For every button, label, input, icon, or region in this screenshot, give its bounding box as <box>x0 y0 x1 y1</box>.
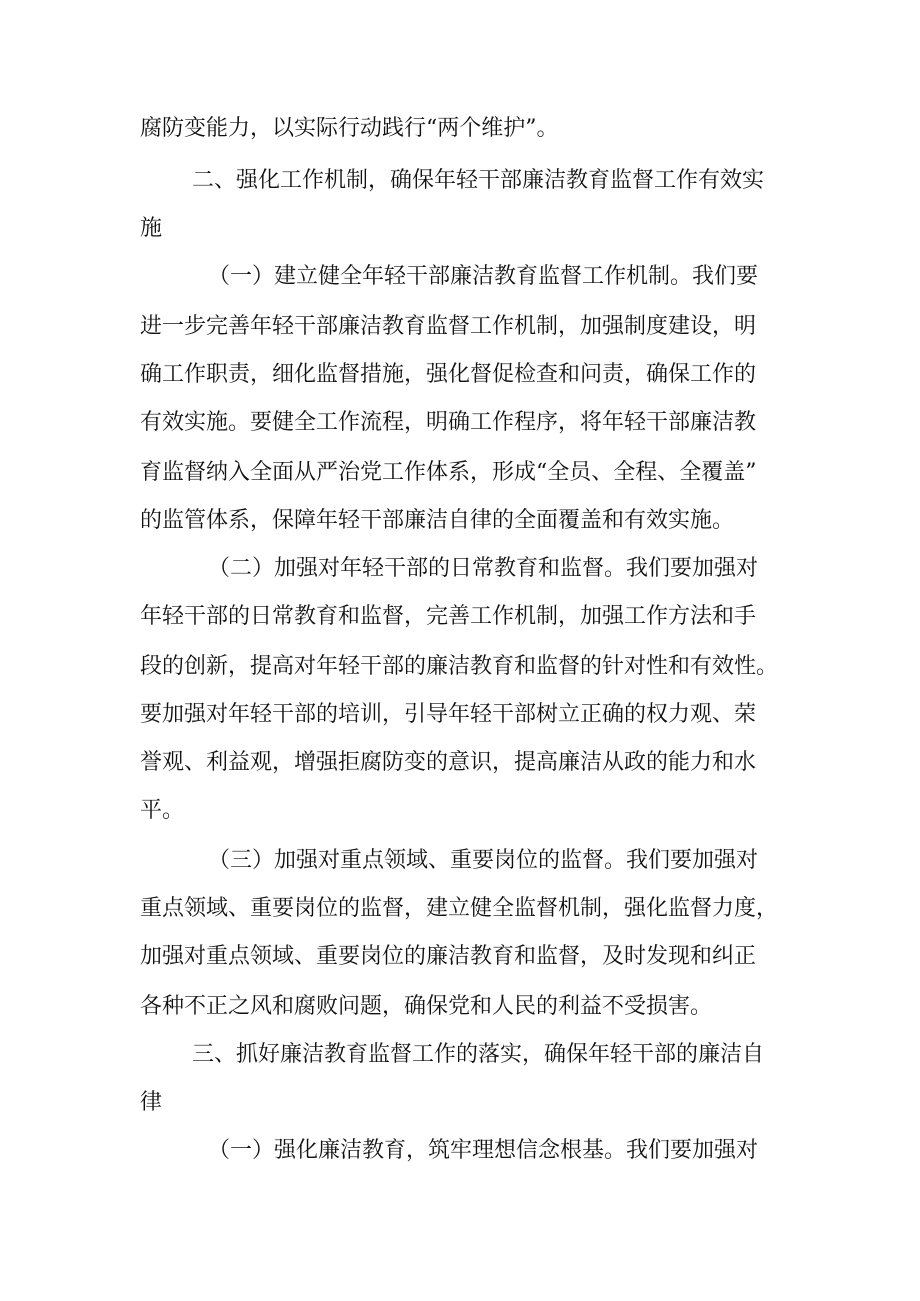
paragraph-line: 有效实施。要健全工作流程，明确工作程序，将年轻干部廉洁教 <box>140 410 757 435</box>
paragraph-line: 进一步完善年轻干部廉洁教育监督工作机制，加强制度建设，明 <box>140 314 757 339</box>
paragraph-line: 段的创新，提高对年轻干部的廉洁教育和监督的针对性和有效性。 <box>140 654 779 679</box>
paragraph-line: （二）加强对年轻干部的日常教育和监督。我们要加强对 <box>208 556 759 581</box>
section-heading-line: 律 <box>140 1090 163 1115</box>
paragraph-line: 育监督纳入全面从严治党工作体系，形成“全员、全程、全覆盖” <box>140 460 757 485</box>
section-heading-line: 施 <box>140 216 163 241</box>
paragraph-line: 誉观、利益观，增强拒腐防变的意识，提高廉洁从政的能力和水 <box>140 750 757 775</box>
paragraph-line: （一）强化廉洁教育，筑牢理想信念根基。我们要加强对 <box>208 1138 759 1163</box>
paragraph-line: （三）加强对重点领域、重要岗位的监督。我们要加强对 <box>208 848 759 873</box>
paragraph-line: 确工作职责，细化监督措施，强化督促检查和问责，确保工作的 <box>140 362 757 387</box>
paragraph-line: 腐防变能力，以实际行动践行“两个维护”。 <box>140 116 559 141</box>
section-heading-line: 三、抓好廉洁教育监督工作的落实，确保年轻干部的廉洁自 <box>192 1042 765 1067</box>
paragraph-line: 平。 <box>140 798 185 823</box>
paragraph-line: 重点领域、重要岗位的监督，建立健全监督机制，强化监督力度， <box>140 896 779 921</box>
paragraph-line: 年轻干部的日常教育和监督，完善工作机制，加强工作方法和手 <box>140 604 757 629</box>
paragraph-line: （一）建立健全年轻干部廉洁教育监督工作机制。我们要 <box>208 264 759 289</box>
paragraph-line: 加强对重点领域、重要岗位的廉洁教育和监督，及时发现和纠正 <box>140 944 757 969</box>
paragraph-line: 要加强对年轻干部的培训，引导年轻干部树立正确的权力观、荣 <box>140 702 757 727</box>
paragraph-line: 的监管体系，保障年轻干部廉洁自律的全面覆盖和有效实施。 <box>140 508 735 533</box>
section-heading-line: 二、强化工作机制，确保年轻干部廉洁教育监督工作有效实 <box>192 168 765 193</box>
paragraph-line: 各种不正之风和腐败问题，确保党和人民的利益不受损害。 <box>140 994 713 1019</box>
